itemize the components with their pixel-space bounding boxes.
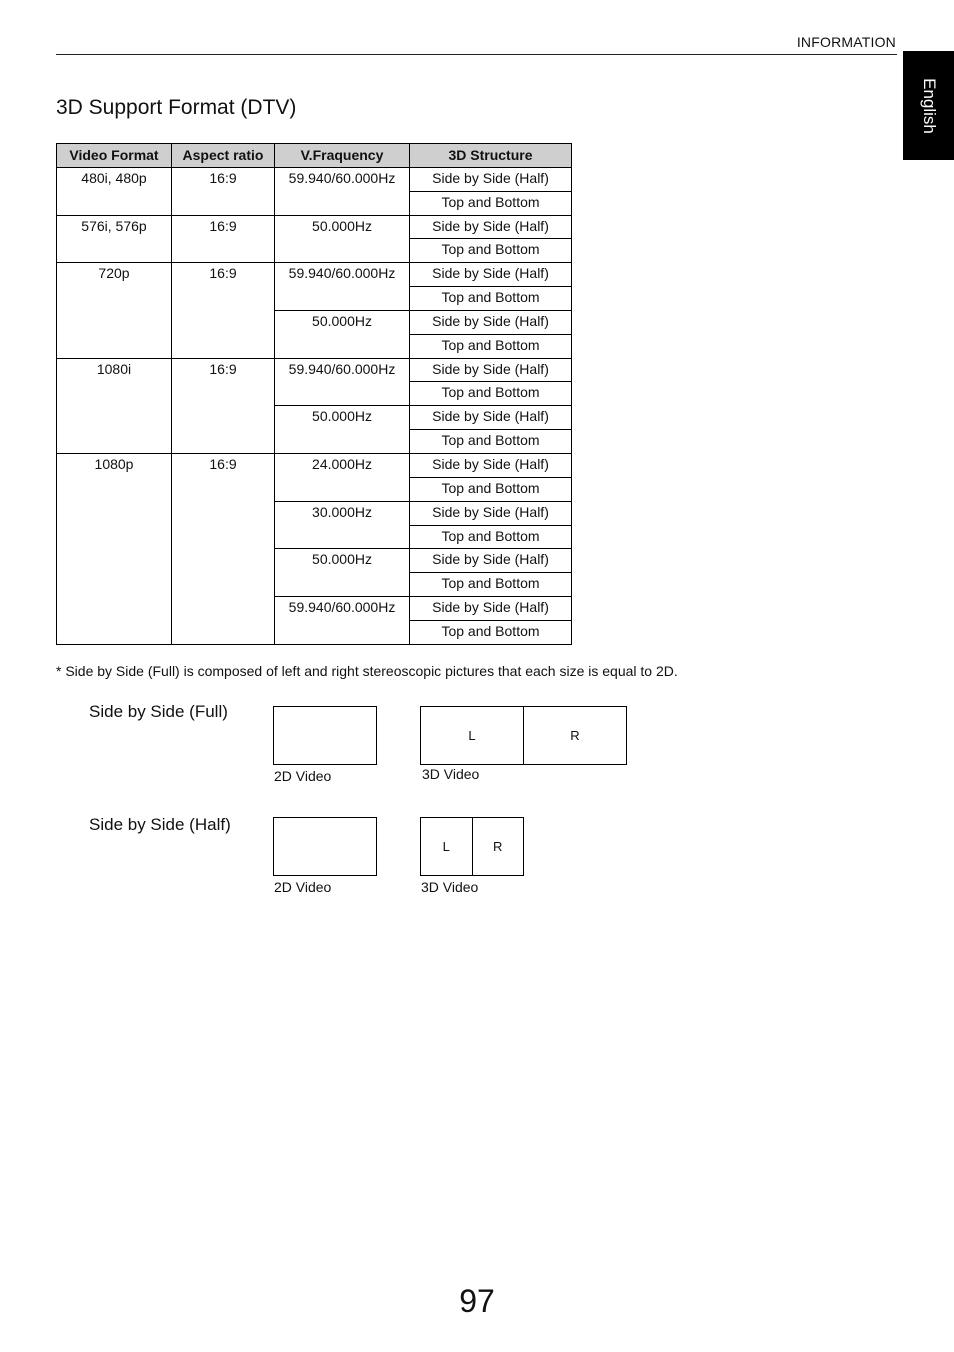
structure-cell: Side by Side (Half) xyxy=(410,597,572,621)
section-title: 3D Support Format (DTV) xyxy=(56,96,297,119)
frequency-cell: 59.940/60.000Hz xyxy=(275,167,410,215)
diagram-label-full: Side by Side (Full) xyxy=(89,702,228,721)
frequency-cell: 59.940/60.000Hz xyxy=(275,597,410,645)
left-eye-panel: L xyxy=(468,728,476,743)
diagram-2d-frame-full xyxy=(273,706,377,765)
format-table xyxy=(56,143,572,645)
aspect-ratio-cell: 16:9 xyxy=(172,167,275,215)
structure-cell: Top and Bottom xyxy=(410,191,572,215)
table-header-row xyxy=(57,144,572,168)
header-divider xyxy=(56,54,897,55)
diagram-label-half: Side by Side (Half) xyxy=(89,815,231,834)
page-number: 97 xyxy=(459,1283,495,1319)
structure-cell: Side by Side (Half) xyxy=(410,501,572,525)
structure-cell: Top and Bottom xyxy=(410,430,572,454)
column-header: Video Format xyxy=(57,144,172,168)
table-row xyxy=(57,215,572,239)
footnote: * Side by Side (Full) is composed of left and right stereoscopic pictures that each size is equal to 2D. xyxy=(56,663,678,679)
structure-cell: Top and Bottom xyxy=(410,620,572,644)
frequency-cell: 50.000Hz xyxy=(275,406,410,454)
table-row xyxy=(57,263,572,287)
structure-cell: Top and Bottom xyxy=(410,287,572,311)
frequency-cell: 50.000Hz xyxy=(275,310,410,358)
table-row xyxy=(57,358,572,382)
column-header: 3D Structure xyxy=(410,144,572,168)
structure-cell: Top and Bottom xyxy=(410,382,572,406)
structure-cell: Top and Bottom xyxy=(410,525,572,549)
language-tab xyxy=(903,51,954,160)
video-format-cell: 720p xyxy=(57,263,172,358)
video-format-cell: 1080p xyxy=(57,453,172,644)
right-eye-panel: R xyxy=(472,818,524,875)
diagram-2d-frame-half xyxy=(273,817,377,876)
structure-cell: Top and Bottom xyxy=(410,334,572,358)
aspect-ratio-cell: 16:9 xyxy=(172,453,275,644)
frequency-cell: 59.940/60.000Hz xyxy=(275,358,410,406)
structure-cell: Side by Side (Half) xyxy=(410,215,572,239)
structure-cell: Side by Side (Half) xyxy=(410,453,572,477)
right-eye-panel: R xyxy=(523,707,626,764)
video-format-cell: 576i, 576p xyxy=(57,215,172,263)
structure-cell: Top and Bottom xyxy=(410,573,572,597)
section-label: INFORMATION xyxy=(796,34,896,50)
structure-cell: Side by Side (Half) xyxy=(410,549,572,573)
table-row xyxy=(57,453,572,477)
column-header: V.Fraquency xyxy=(275,144,410,168)
language-tab-label: English xyxy=(919,77,939,134)
structure-cell: Top and Bottom xyxy=(410,239,572,263)
frequency-cell: 30.000Hz xyxy=(275,501,410,549)
frequency-cell: 50.000Hz xyxy=(275,549,410,597)
frequency-cell: 59.940/60.000Hz xyxy=(275,263,410,311)
aspect-ratio-cell: 16:9 xyxy=(172,263,275,358)
column-header: Aspect ratio xyxy=(172,144,275,168)
table-row xyxy=(57,167,572,191)
diagram-caption-3d-full: 3D Video xyxy=(422,766,480,782)
structure-cell: Top and Bottom xyxy=(410,477,572,501)
diagram-caption-2d-full: 2D Video xyxy=(274,768,332,784)
structure-cell: Side by Side (Half) xyxy=(410,406,572,430)
frequency-cell: 50.000Hz xyxy=(275,215,410,263)
structure-cell: Side by Side (Half) xyxy=(410,263,572,287)
diagram-3d-frame-full xyxy=(420,706,627,765)
diagram-caption-3d-half: 3D Video xyxy=(421,879,479,895)
aspect-ratio-cell: 16:9 xyxy=(172,358,275,453)
video-format-cell: 1080i xyxy=(57,358,172,453)
diagram-3d-frame-half xyxy=(420,817,524,876)
aspect-ratio-cell: 16:9 xyxy=(172,215,275,263)
left-eye-panel: L xyxy=(442,839,450,854)
structure-cell: Side by Side (Half) xyxy=(410,358,572,382)
structure-cell: Side by Side (Half) xyxy=(410,310,572,334)
video-format-cell: 480i, 480p xyxy=(57,167,172,215)
structure-cell: Side by Side (Half) xyxy=(410,167,572,191)
frequency-cell: 24.000Hz xyxy=(275,453,410,501)
diagram-caption-2d-half: 2D Video xyxy=(274,879,332,895)
